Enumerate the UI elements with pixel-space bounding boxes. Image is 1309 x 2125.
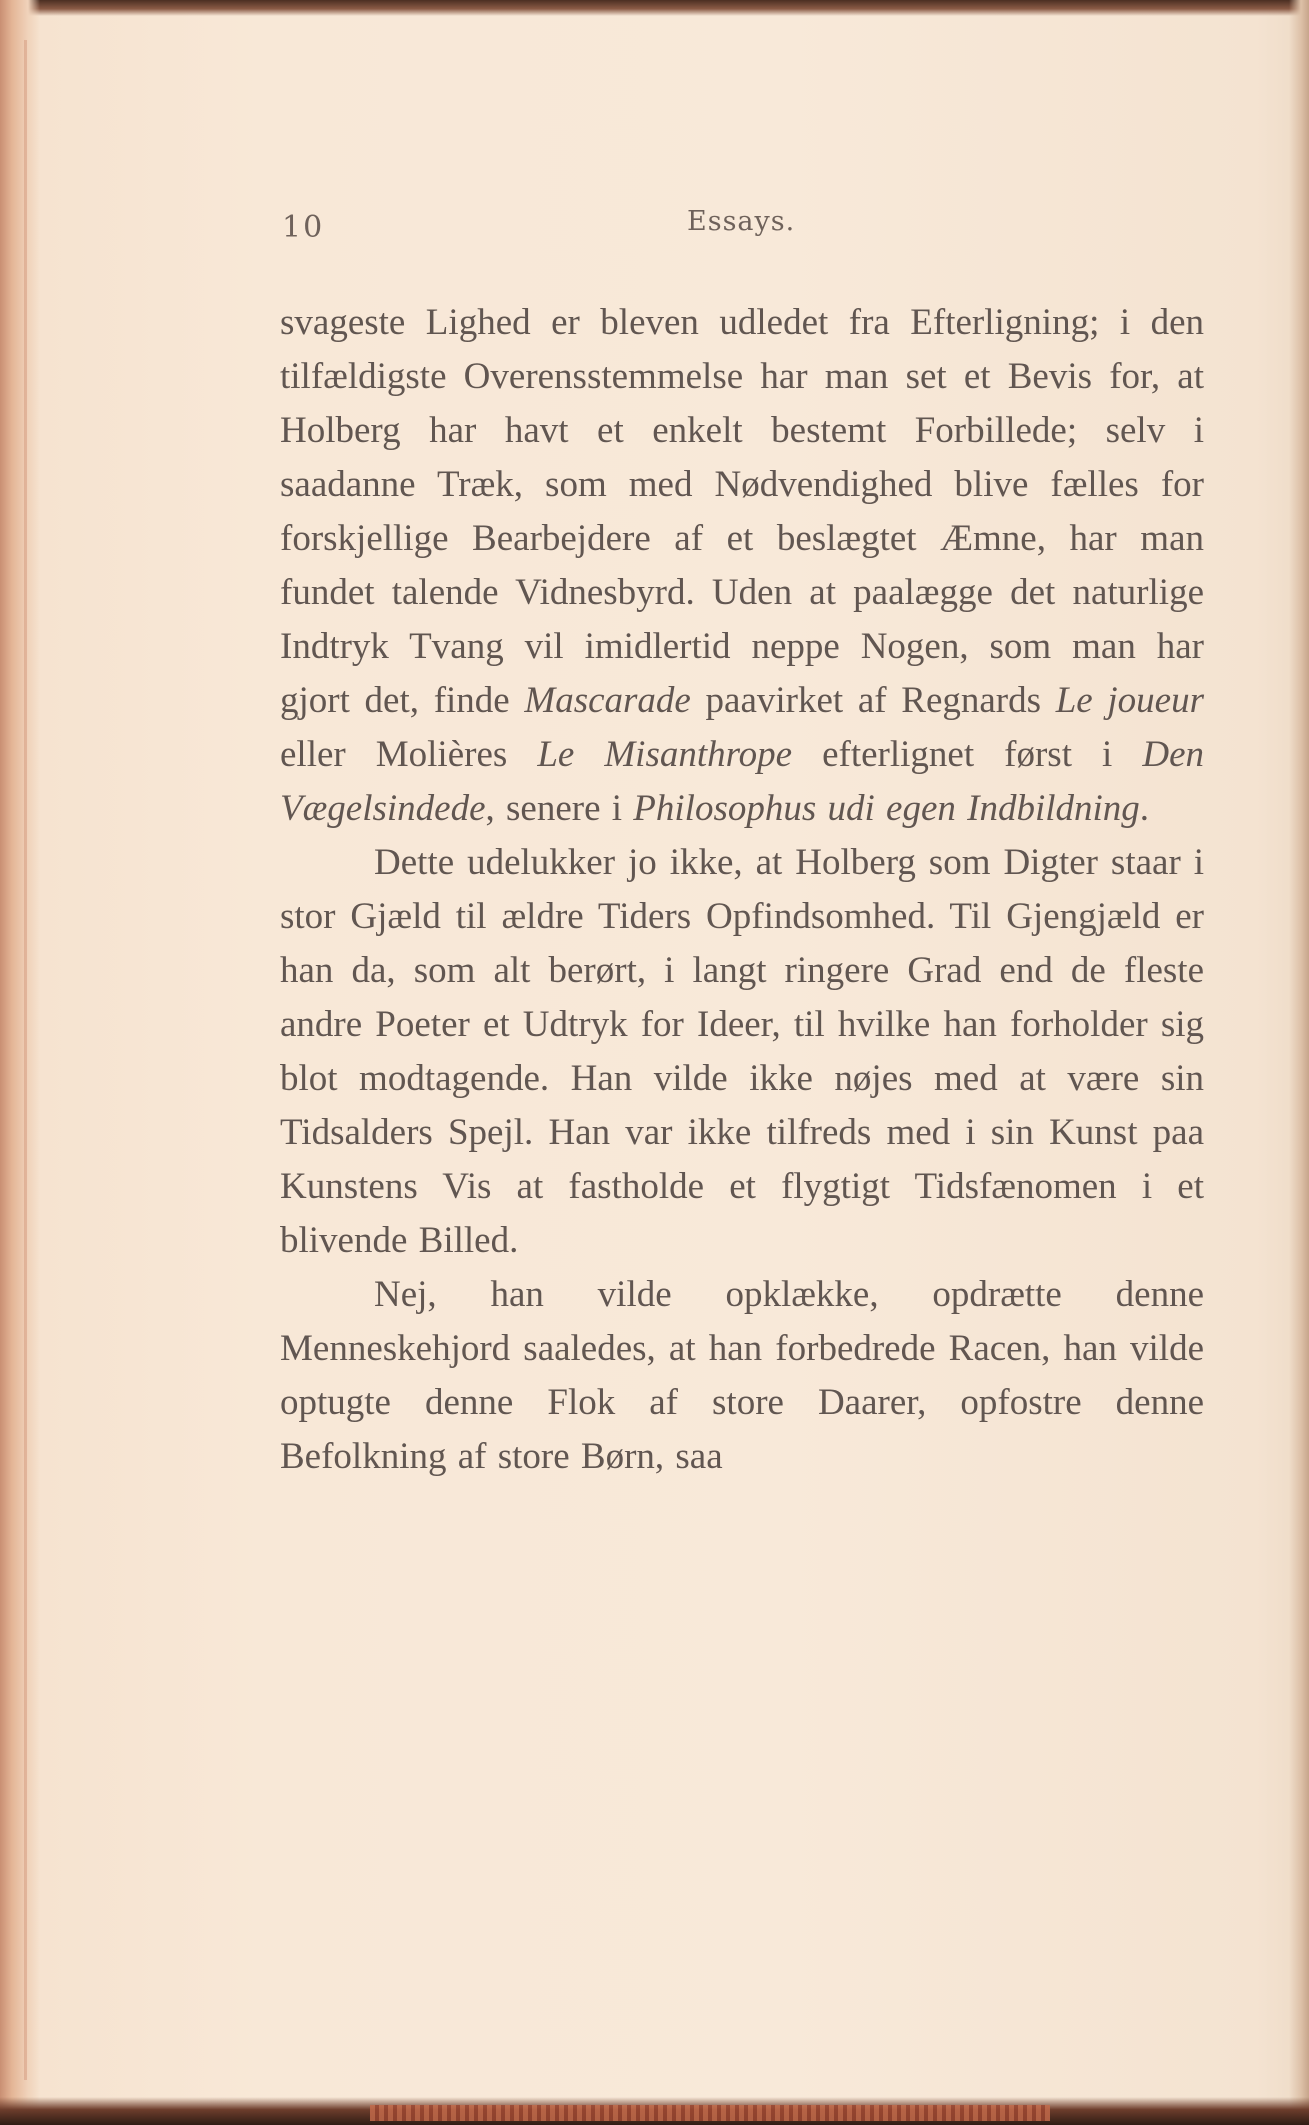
text-segment: efterlignet først i bbox=[792, 734, 1143, 775]
paragraph bbox=[280, 836, 1204, 1268]
text-segment: svageste Lighed er bleven udledet fra Efterligning; i den tilfældigste Overensstemmelse har man set et Bevis for, at Holberg har havt et enkelt bestemt Forbillede; selv i saadanne Træk, som med Nødvendighed blive fælles for forskjellige Bearbejdere af et beslægtet Æmne, har man fundet talende Vidnesbyrd. Uden at paalægge det naturlige Indtryk Tvang vil imidlertid neppe Nogen, som man har gjort det, finde bbox=[280, 302, 1204, 721]
italic-title: Le joueur bbox=[1055, 680, 1204, 721]
page-top-edge bbox=[0, 0, 1309, 16]
cover-cloth-strip bbox=[370, 2105, 1050, 2121]
text-segment: , senere i bbox=[485, 788, 634, 829]
body-text bbox=[280, 296, 1204, 1484]
text-segment: Nej, han vilde opklække, opdrætte denne Menneskehjord saaledes, at han forbedrede Racen, han vilde optugte denne Flok af store Daarer, opfostre denne Befolkning af store Børn, saa bbox=[280, 1274, 1204, 1477]
italic-title: Le Misanthrope bbox=[537, 734, 793, 775]
italic-title: Philosophus udi egen Indbildning bbox=[633, 788, 1140, 829]
paragraph bbox=[280, 1268, 1204, 1484]
text-segment: . bbox=[1139, 788, 1150, 829]
page-binding-edge bbox=[0, 0, 40, 2125]
page-right-edge bbox=[1289, 0, 1309, 2125]
text-segment: Dette udelukker jo ikke, at Holberg som Digter staar i stor Gjæld til ældre Tiders Opfindsomhed. Til Gjengjæld er han da, som alt berørt, i langt ringere Grad end de fleste andre Poeter et Udtryk for Ideer, til hvilke han forholder sig blot modtagende. Han vilde ikke nøjes med at være sin Tidsalders Spejl. Han var ikke tilfreds med i sin Kunst paa Kunstens Vis at fastholde et flygtigt Tidsfænomen i et blivende Billed. bbox=[280, 842, 1204, 1261]
italic-title: Den Vægelsindede bbox=[280, 734, 1204, 829]
paragraph bbox=[280, 296, 1204, 836]
page-number: 10 bbox=[282, 210, 325, 245]
text-segment: paavirket af Regnards bbox=[690, 680, 1056, 721]
running-head: Essays. bbox=[687, 206, 796, 237]
text-segment: eller Molières bbox=[280, 734, 538, 775]
page-header bbox=[282, 206, 1202, 260]
italic-title: Mascarade bbox=[524, 680, 691, 721]
